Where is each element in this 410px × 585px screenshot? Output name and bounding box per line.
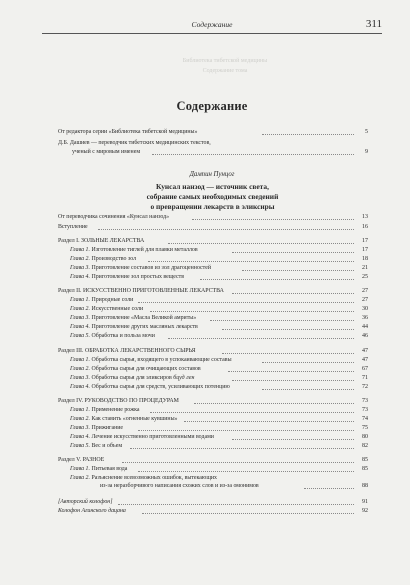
dot-leader xyxy=(242,270,354,271)
toc-chapter xyxy=(0,374,410,383)
toc-entry-text: Производство зол xyxy=(91,256,137,262)
dot-leader xyxy=(232,252,354,253)
toc-entry-page: 75 xyxy=(362,425,368,431)
toc-entry-text: Обработка сырья для очищающих составов xyxy=(91,366,201,372)
toc-entry-text: Как ставить «огненные кувшины» xyxy=(91,416,178,422)
toc-entry-text: Раздел III. ОБРАБОТКА ЛЕКАРСТВЕННОГО СЫРЬЯ xyxy=(58,348,196,354)
dot-leader xyxy=(232,439,354,440)
dot-leader xyxy=(194,403,354,404)
toc-entry-page: 27 xyxy=(362,297,368,303)
chapter-label: Глава 5. xyxy=(70,443,90,449)
toc-chapter xyxy=(0,383,410,392)
chapter-label: Глава 1. xyxy=(70,357,90,363)
toc-entry-text: Обработка и пользa мочи xyxy=(91,333,155,339)
dot-leader xyxy=(304,488,354,489)
dot-leader xyxy=(138,430,354,431)
toc-entry-text: Приготовление «Масла Великой амриты» xyxy=(91,315,197,321)
toc-entry-continuation xyxy=(0,148,410,157)
dot-leader xyxy=(98,229,354,230)
running-title: Содержание xyxy=(191,20,233,29)
toc-chapter xyxy=(0,246,410,255)
toc-entry-page: 92 xyxy=(362,508,368,514)
chapter-label: Глава 4. xyxy=(70,274,90,280)
toc-entry-text: из-за неразборчивого написания схожих слов и из-за омонимов xyxy=(100,483,259,489)
toc-entry-page: 13 xyxy=(362,214,368,220)
toc-entry xyxy=(0,213,410,222)
toc-section xyxy=(0,456,410,465)
toc-chapter xyxy=(0,415,410,424)
toc-chapter xyxy=(0,356,410,365)
toc-entry-text: Питьевая вода xyxy=(91,466,128,472)
dot-leader xyxy=(150,412,354,413)
toc-entry-text: Обработка сырья для средств, усиливающих потенцию xyxy=(91,384,230,390)
dot-leader xyxy=(148,261,354,262)
toc-entry-page: 25 xyxy=(362,274,368,280)
dot-leader xyxy=(232,293,354,294)
toc-entry-page: 47 xyxy=(362,357,368,363)
toc-entry-page: 91 xyxy=(362,499,368,505)
toc-heading: Содержание xyxy=(176,99,248,113)
toc-chapter xyxy=(0,332,410,341)
toc-entry-continuation xyxy=(0,482,410,491)
toc-entry xyxy=(0,223,410,232)
toc-entry-page: 30 xyxy=(362,306,368,312)
dot-leader xyxy=(142,513,354,514)
toc-entry-page: 18 xyxy=(362,256,368,262)
toc-chapter xyxy=(0,255,410,264)
dot-leader xyxy=(138,471,354,472)
toc-entry xyxy=(0,507,410,516)
dot-leader xyxy=(152,154,354,155)
toc-entry-page: 47 xyxy=(362,348,368,354)
show-through-text xyxy=(110,56,340,76)
book-title-line: о превращении лекарств в эликсиры xyxy=(150,202,275,211)
toc-entry-text: [Авторский колофон] xyxy=(58,499,113,505)
toc-entry-page: 36 xyxy=(362,315,368,321)
toc-entry-text: Раздел I. ЗОЛЬНЫЕ ЛЕКАРСТВА xyxy=(58,238,145,244)
toc-entry-page: 16 xyxy=(362,224,368,230)
chapter-label: Глава 3. xyxy=(70,315,90,321)
book-title xyxy=(90,182,335,212)
toc-entry xyxy=(0,498,410,507)
toc-entry-italic-term: бцуд лен xyxy=(173,375,195,381)
chapter-label: Глава 2. xyxy=(70,256,90,262)
dot-leader xyxy=(232,380,354,381)
toc-chapter xyxy=(0,264,410,273)
toc-chapter xyxy=(0,424,410,433)
toc-entry-page: 73 xyxy=(362,398,368,404)
dot-leader xyxy=(122,462,354,463)
toc-entry xyxy=(0,139,410,148)
toc-entry-page: 5 xyxy=(365,129,368,135)
toc-entry-text: Раздел II. ИСКУССТВЕННО ПРИГОТОВЛЕННЫЕ ЛЕКАРСТВА xyxy=(58,288,224,294)
toc-entry-text: Приготовление зол простых веществ xyxy=(91,274,185,280)
chapter-label: Глава 1. xyxy=(70,247,90,253)
chapter-label: Глава 1. xyxy=(70,466,90,472)
toc-entry-text: Приготовление других масляных лекарств xyxy=(91,324,198,330)
toc-entry-text: От редактора серии «Библиотека тибетской медицины» xyxy=(58,129,198,135)
toc-entry-text: Колофон Агинского дацана xyxy=(58,508,126,514)
dot-leader xyxy=(262,134,354,135)
toc-chapter xyxy=(0,273,410,282)
toc-entry-page: 44 xyxy=(362,324,368,330)
toc-entry-text: Природные соли xyxy=(91,297,134,303)
toc-entry-page: 80 xyxy=(362,434,368,440)
toc-entry-page: 17 xyxy=(362,238,368,244)
toc-entry-text: От переводчика сочинения «Кунсал нанзод» xyxy=(58,214,170,220)
book-title-line: Кунсал нанзод — источник света, xyxy=(156,182,269,191)
chapter-label: Глава 2. xyxy=(70,306,90,312)
dot-leader xyxy=(262,362,354,363)
toc-entry-page: 82 xyxy=(362,443,368,449)
toc-entry-text: Раздел IV. РУКОВОДСТВО ПО ПРОЦЕДУРАМ xyxy=(58,398,179,404)
toc-entry-page: 85 xyxy=(362,457,368,463)
chapter-label: Глава 4. xyxy=(70,384,90,390)
chapter-label: Глава 4. xyxy=(70,324,90,330)
chapter-label: Глава 2. xyxy=(70,416,90,422)
toc-entry-text: Изготовление тиглей для плавки металлов xyxy=(91,247,198,253)
book-title-line: собрание самых необходимых сведений xyxy=(146,192,279,201)
toc-entry-text: Раздел V. РАЗНОЕ xyxy=(58,457,105,463)
dot-leader xyxy=(228,371,354,372)
chapter-label: Глава 2. xyxy=(70,366,90,372)
toc-entry-page: 46 xyxy=(362,333,368,339)
dot-leader xyxy=(118,504,354,505)
toc-chapter xyxy=(0,406,410,415)
toc-entry-page: 17 xyxy=(362,247,368,253)
toc-entry-text: Вступление xyxy=(58,224,88,230)
toc-entry-text: Приготовление составов из зол драгоценностей xyxy=(91,265,211,271)
toc-entry-page: 21 xyxy=(362,265,368,271)
dot-leader xyxy=(184,421,354,422)
dot-leader xyxy=(130,448,354,449)
toc-entry-text: Лечение искусственно приготовленными водами xyxy=(91,434,214,440)
toc-chapter xyxy=(0,433,410,442)
show-through-line: Содержание тома xyxy=(202,68,248,74)
toc-section xyxy=(0,287,410,296)
dot-leader xyxy=(138,302,354,303)
toc-entry-page: 27 xyxy=(362,288,368,294)
toc-entry xyxy=(0,128,410,137)
toc-entry-text: Обработка сырья, входящего в успокаивающие составы xyxy=(91,357,232,363)
toc-chapter xyxy=(0,365,410,374)
toc-entry-page: 85 xyxy=(362,466,368,472)
chapter-label: Глава 4. xyxy=(70,434,90,440)
chapter-label: Глава 1. xyxy=(70,297,90,303)
chapter-label: Глава 5. xyxy=(70,333,90,339)
toc-entry-page: 73 xyxy=(362,407,368,413)
dot-leader xyxy=(168,243,354,244)
toc-entry-text: Применение рожка xyxy=(91,407,140,413)
chapter-label: Глава 3. xyxy=(70,375,90,381)
dot-leader xyxy=(200,279,354,280)
toc-entry-text: Обработка сырья для эликсиров xyxy=(91,375,172,381)
toc-entry-text: ученый с мировым именем xyxy=(72,149,141,155)
toc-section xyxy=(0,397,410,406)
toc-entry-text: Д.Б. Дашиев — переводчик тибетских медицинских текстов, xyxy=(58,140,211,146)
chapter-label: Глава 1. xyxy=(70,407,90,413)
toc-chapter xyxy=(0,442,410,451)
toc-entry-page: 67 xyxy=(362,366,368,372)
toc-entry-text: Разъяснение всевозможных ошибок, вытекающих xyxy=(91,475,217,481)
toc-entry-text: Искусственные соли xyxy=(91,306,144,312)
toc-chapter xyxy=(0,296,410,305)
toc-entry-page: 74 xyxy=(362,416,368,422)
dot-leader xyxy=(222,353,354,354)
chapter-label: Глава 3. xyxy=(70,265,90,271)
running-header xyxy=(42,18,382,34)
toc-chapter xyxy=(0,323,410,332)
toc-section xyxy=(0,347,410,356)
toc-entry-text: Вес и объем xyxy=(91,443,123,449)
toc-chapter xyxy=(0,314,410,323)
author-name: Дампин Пунцог xyxy=(189,171,235,178)
chapter-label: Глава 3. xyxy=(70,425,90,431)
show-through-line: Библиотека тибетской медицины xyxy=(182,58,268,64)
page-number: 311 xyxy=(365,18,382,30)
dot-leader xyxy=(262,389,354,390)
dot-leader xyxy=(168,338,354,339)
toc-entry-page: 71 xyxy=(362,375,368,381)
toc-chapter xyxy=(0,465,410,474)
toc-entry-page: 88 xyxy=(362,483,368,489)
dot-leader xyxy=(222,329,354,330)
toc-entry-page: 72 xyxy=(362,384,368,390)
toc-entry-page: 9 xyxy=(365,149,368,155)
dot-leader xyxy=(150,311,354,312)
dot-leader xyxy=(192,219,354,220)
toc-chapter xyxy=(0,305,410,314)
toc-section xyxy=(0,237,410,246)
toc-entry-text: Прижигание xyxy=(91,425,123,431)
dot-leader xyxy=(210,320,354,321)
chapter-label: Глава 2. xyxy=(70,475,90,481)
